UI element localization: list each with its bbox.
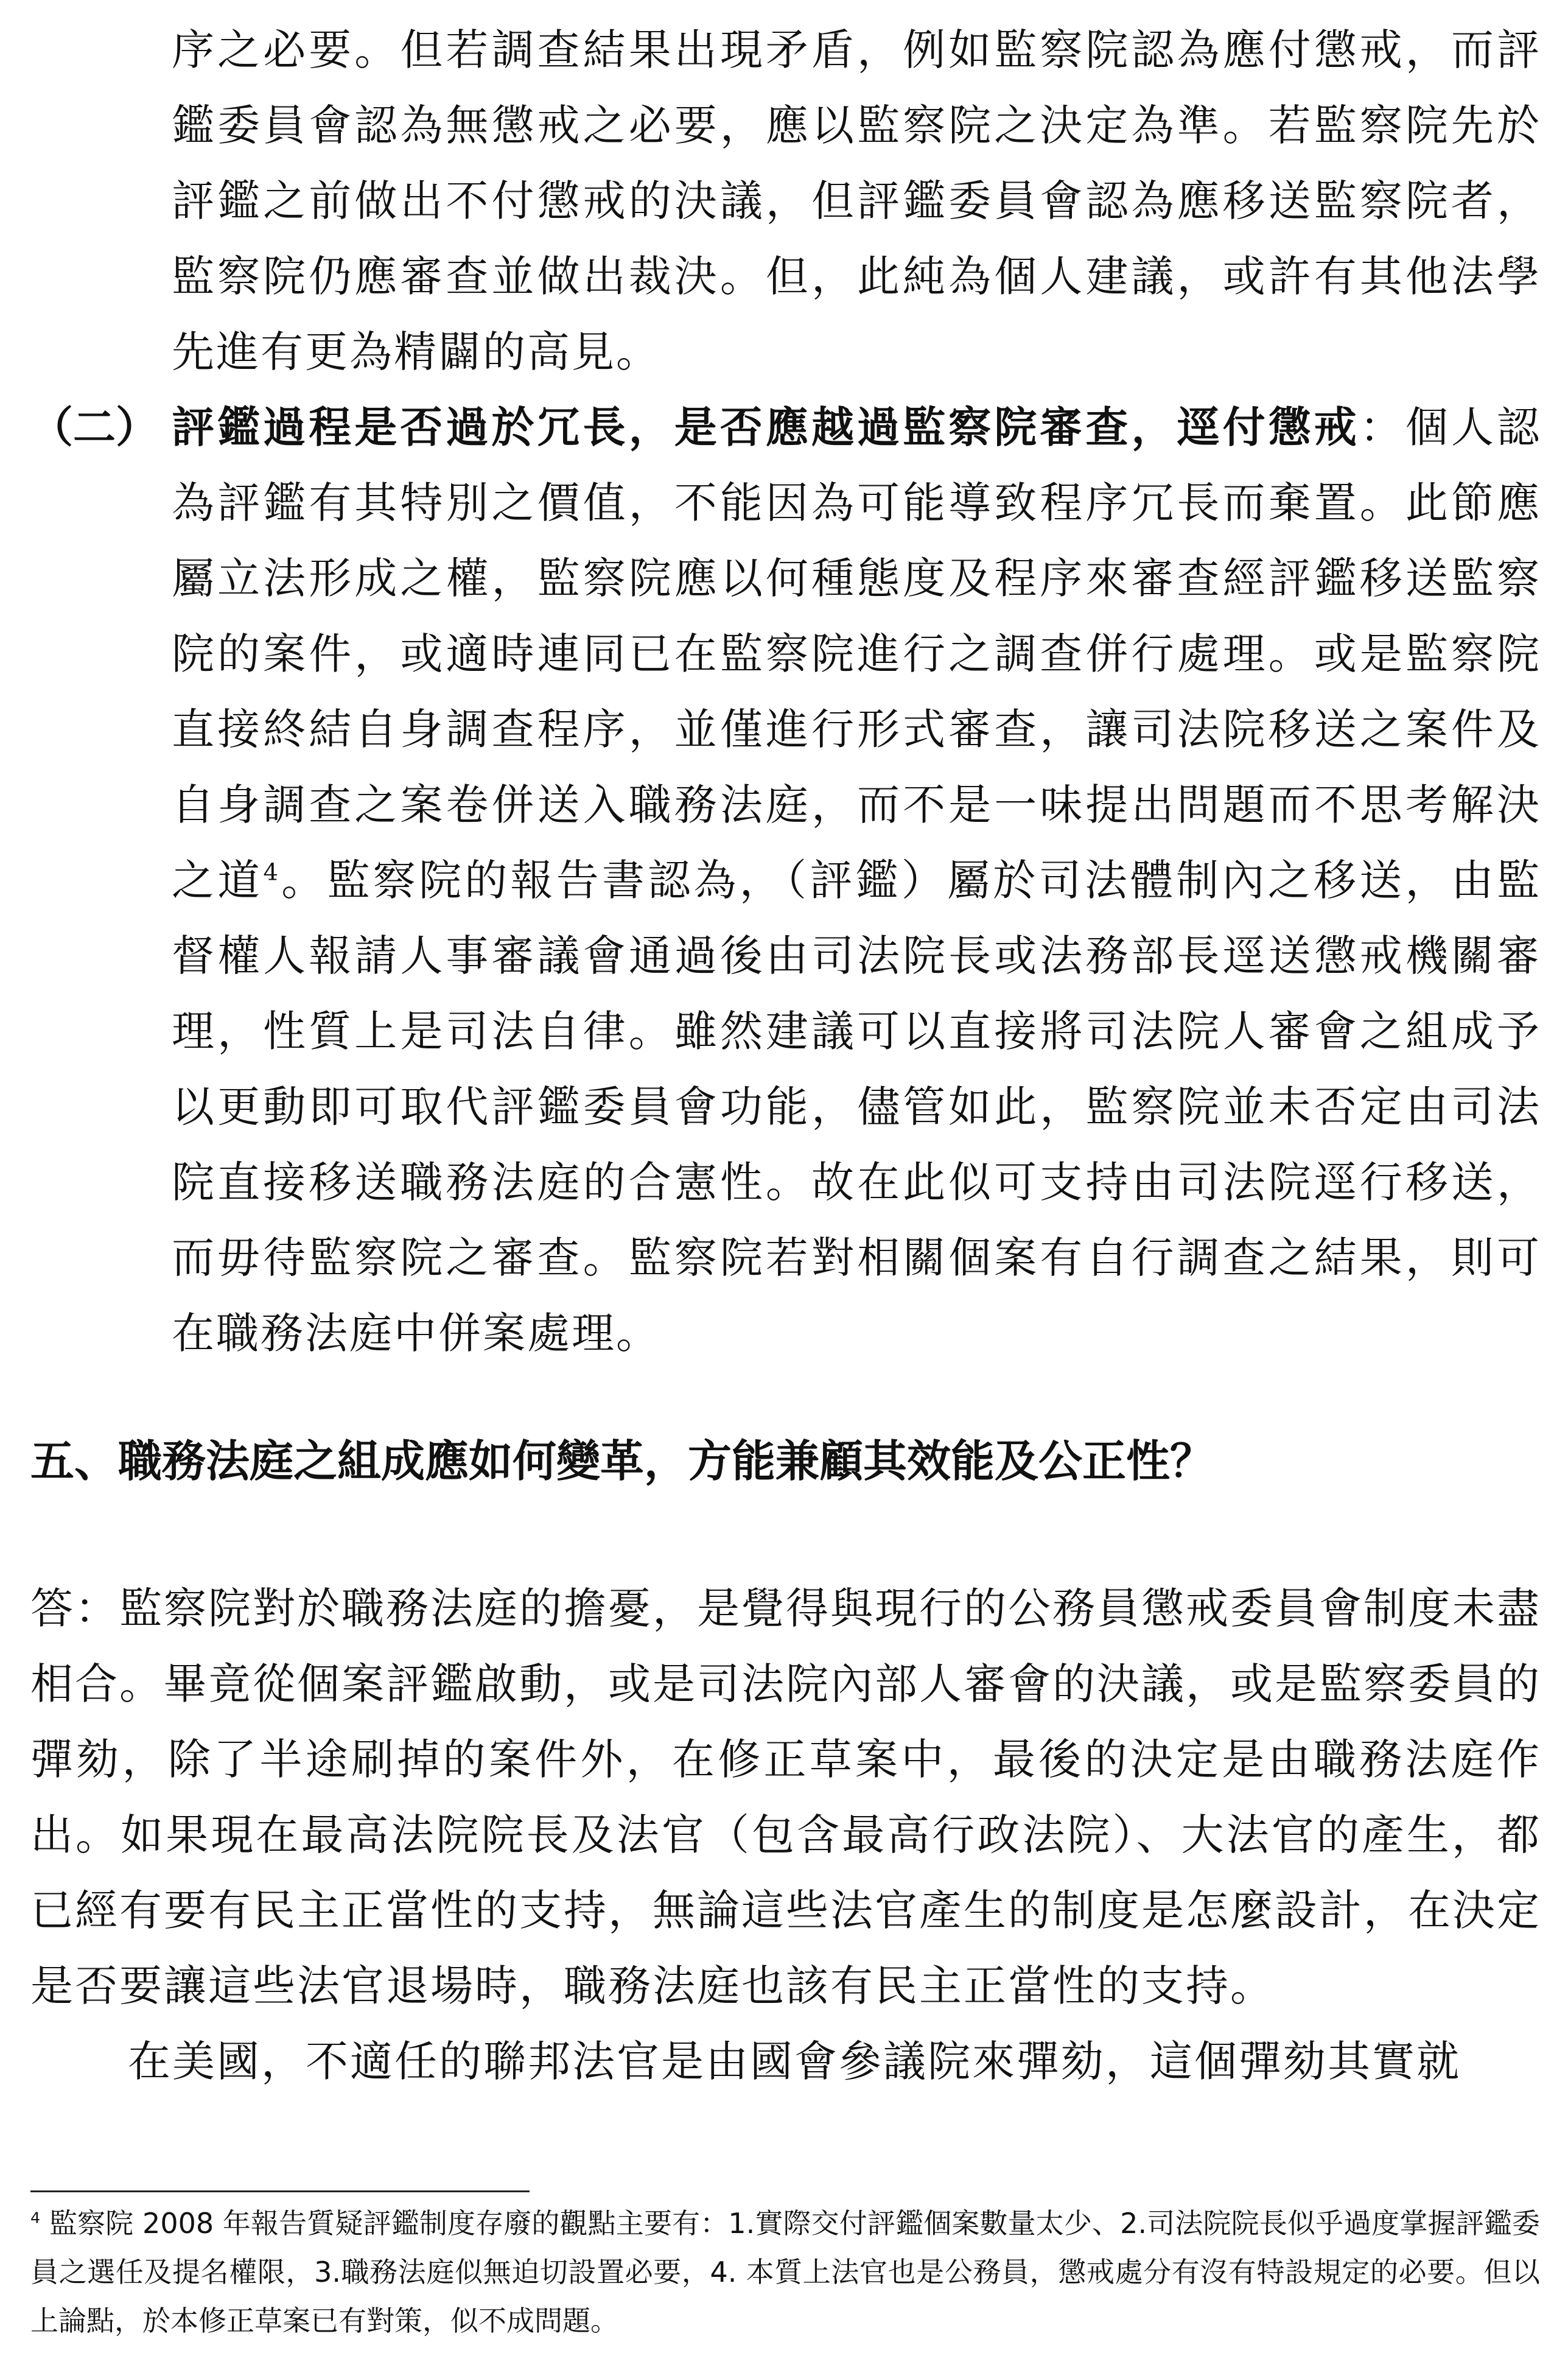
footnote-paragraph: [30, 2199, 1540, 2345]
item-two-text-b: 。監察院的報告書認為，（評鑑）屬於司法體制內之移送，由監督權人報請人事審議會通過後由司法院長或法務部長逕送懲戒機關審理，性質上是司法自律。雖然建議可以直接將司法院人審會之組成予以更動即可取代評鑑委員會功能，儘管如此，監察院並未否定由司法院直接移送職務法庭的合憲性。故在此似可支持由司法院逕行移送，而毋待監察院之審查。監察院若對相關個案有自行調查之結果，則可在職務法庭中併案處理。: [172, 855, 1541, 1358]
item-two-body: [172, 390, 1541, 1371]
footnote-number: 4: [30, 2209, 41, 2227]
footnote: [30, 2199, 1540, 2345]
footnote-text: 監察院 2008 年報告質疑評鑑制度存廢的觀點主要有：1.實際交付評鑑個案數量太少、2.司法院院長似乎過度掌握評鑑委員之選任及提名權限，3.職務法庭似無迫切設置必要，4. 本質上法官也是公務員，懲戒處分有沒有特設規定的必要。但以上論點，於本修正草案已有對策，似不成問題。: [30, 2207, 1540, 2337]
item-two: [30, 390, 1541, 1371]
answer-paragraph-2: 在美國，不適任的聯邦法官是由國會參議院來彈劾，這個彈劾其實就: [128, 2036, 1461, 2086]
section-five-heading: 五、職務法庭之組成應如何變革，方能兼顧其效能及公正性？: [30, 1435, 1214, 1487]
item-two-text-a: ：個人認為評鑑有其特別之價值，不能因為可能導致程序冗長而棄置。此節應屬立法形成之權，監察院應以何種態度及程序來審查經評鑑移送監察院的案件，或適時連同已在監察院進行之調查併行處理。或是監察院直接終結自身調查程序，並僅進行形式審查，讓司法院移送之案件及自身調查之案卷併送入職務法庭，而不是一味提出問題而不思考解決之道: [172, 402, 1542, 905]
item-two-paragraph: [172, 390, 1541, 1371]
item-two-marker: （二）: [30, 402, 158, 452]
answer-paragraph-1: 答：監察院對於職務法庭的擔憂，是覺得與現行的公務員懲戒委員會制度未盡相合。畢竟從個案評鑑啟動，或是司法院內部人審會的決議，或是監察委員的彈劾，除了半途刷掉的案件外，在修正草案中，最後的決定是由職務法庭作出。如果現在最高法院院長及法官（包含最高行政法院）、大法官的產生，都已經有要有民主正當性的支持，無論這些法官產生的制度是怎麼設計，在決定是否要讓這些法官退場時，職務法庭也該有民主正當性的支持。: [30, 1583, 1541, 2011]
footnote-reference: 4: [263, 858, 280, 886]
intro-text: 序之必要。但若調查結果出現矛盾，例如監察院認為應付懲戒，而評鑑委員會認為無懲戒之必要，應以監察院之決定為準。若監察院先於評鑑之前做出不付懲戒的決議，但評鑑委員會認為應移送監察院者，監察院仍應審查並做出裁決。但，此純為個人建議，或許有其他法學先進有更為精闢的高見。: [172, 25, 1541, 377]
intro-paragraph: [172, 12, 1541, 390]
item-two-lead: 評鑑過程是否過於冗長，是否應越過監察院審查，逕付懲戒: [172, 402, 1360, 452]
answer-section: [30, 1571, 1541, 2099]
footnote-divider: [30, 2190, 530, 2192]
